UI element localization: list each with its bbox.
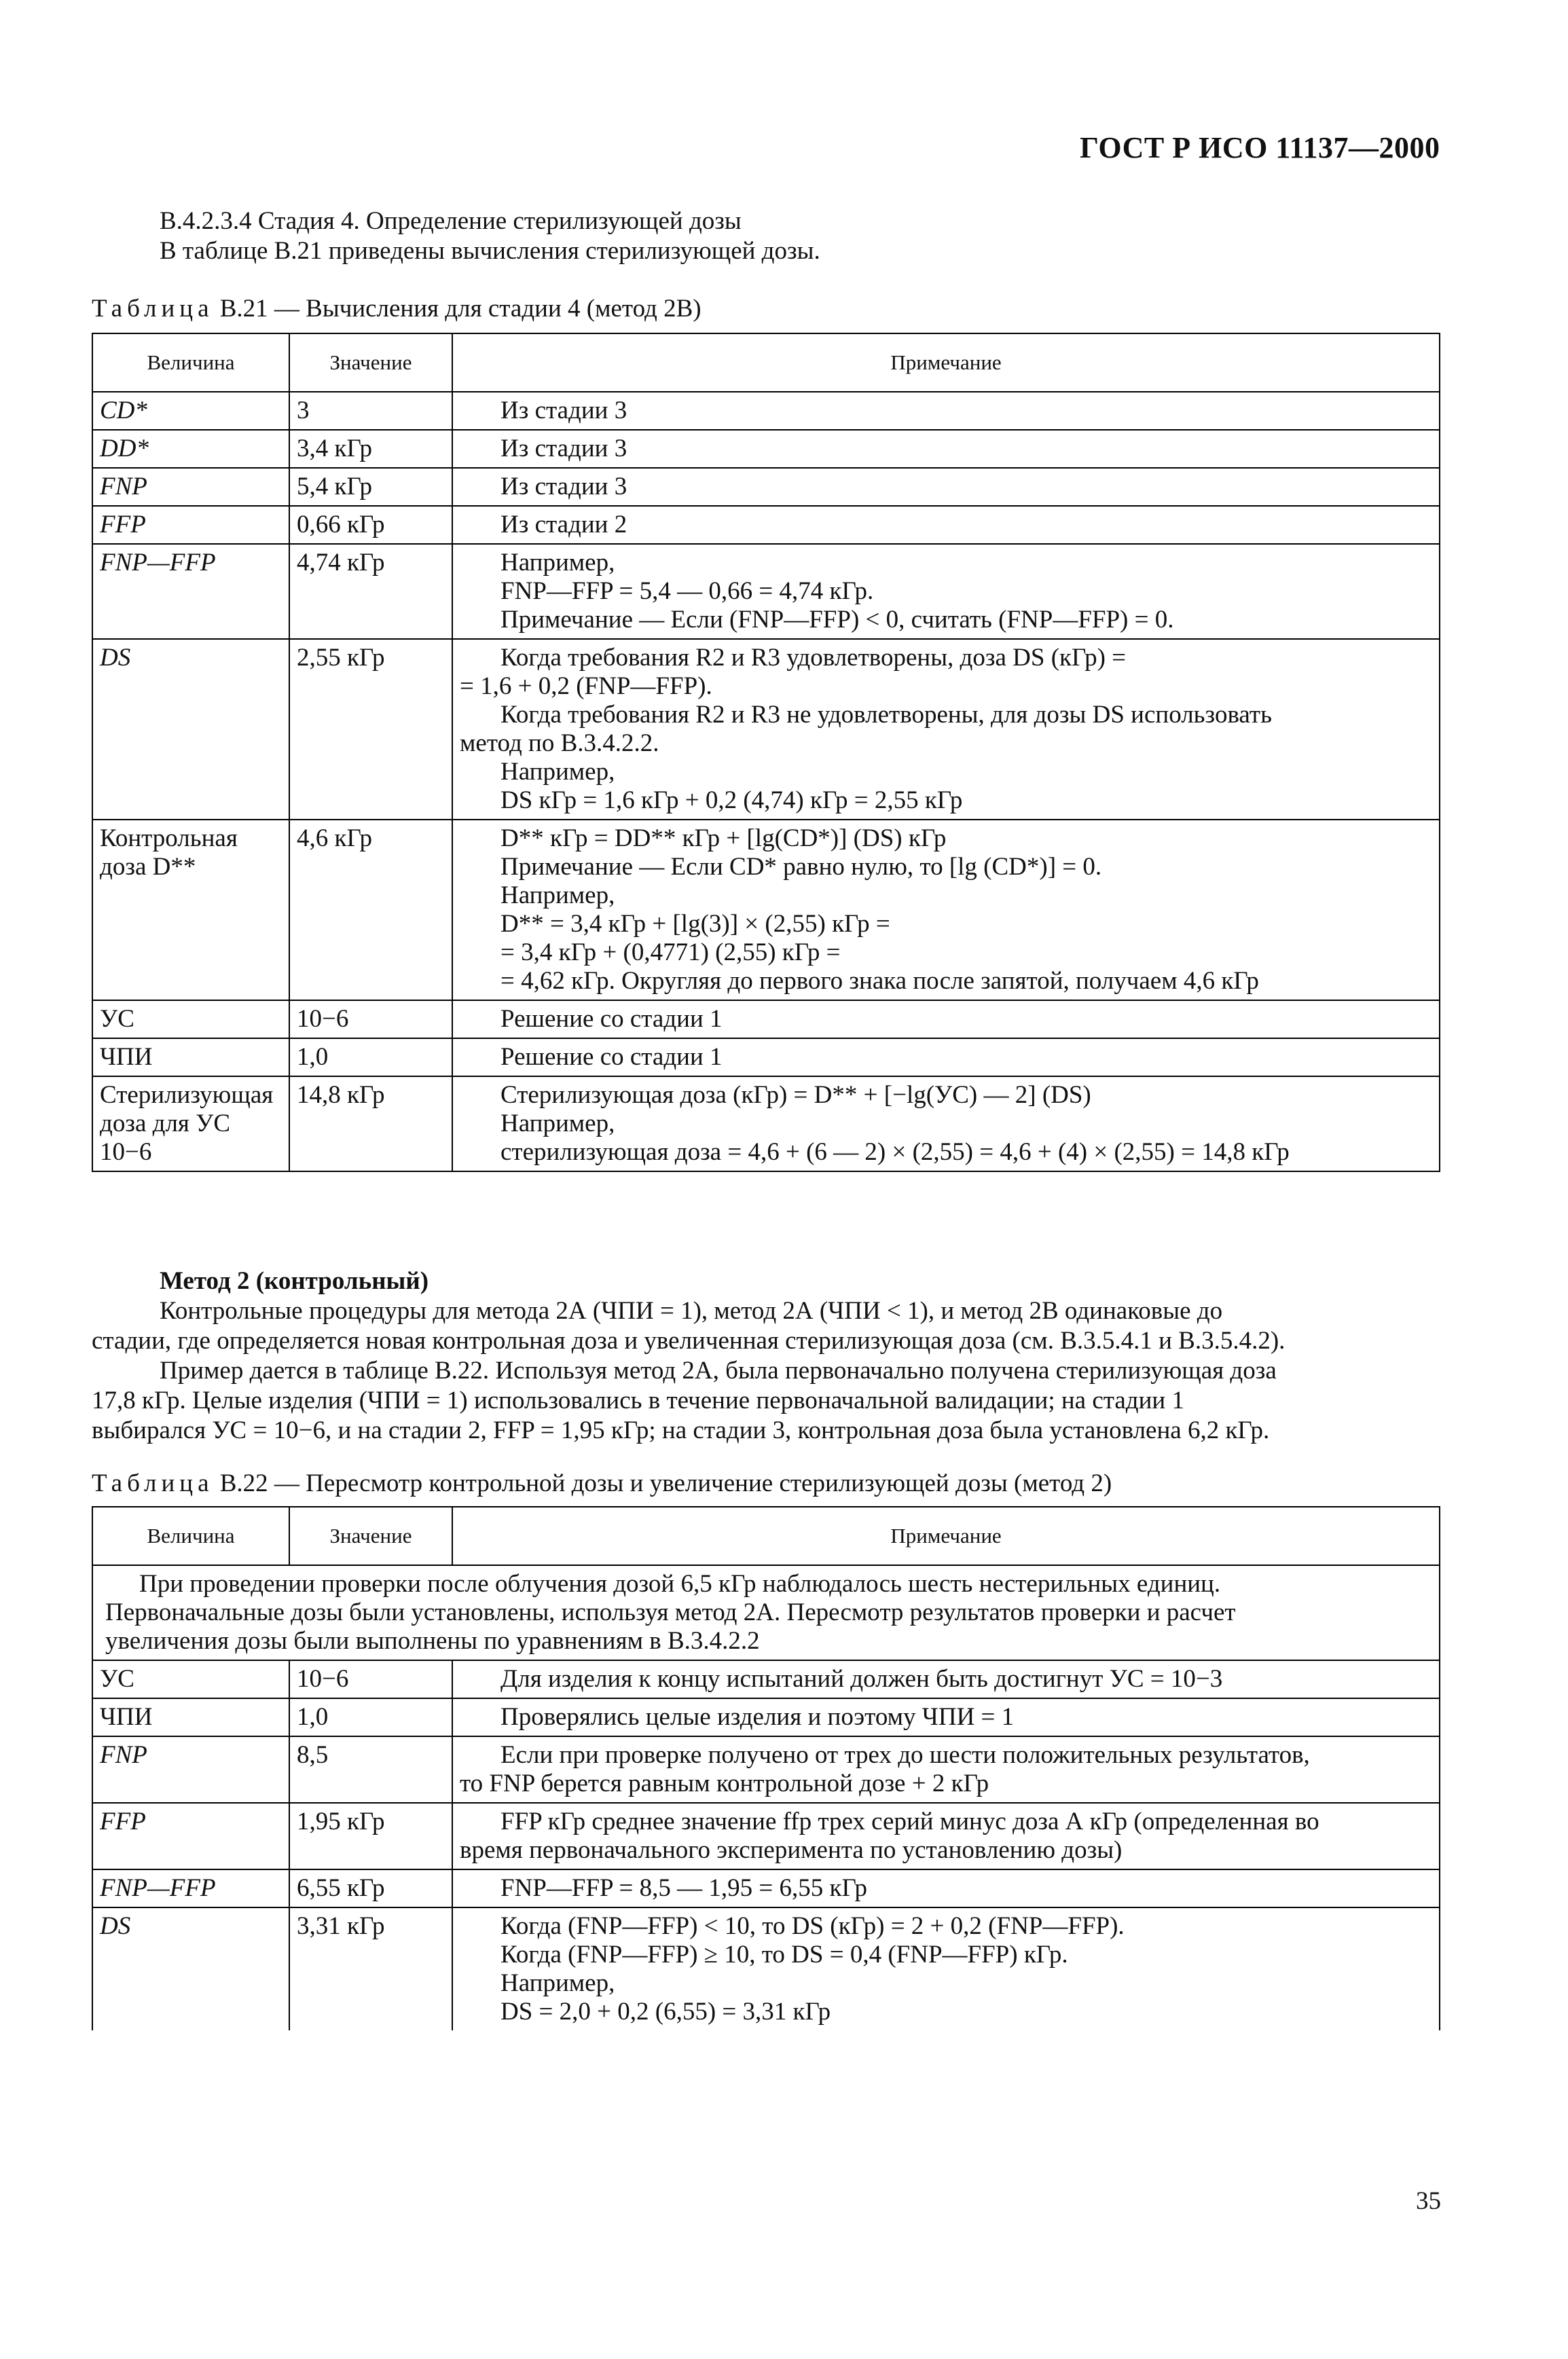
caption-prefix: Таблица bbox=[92, 1469, 214, 1497]
note-cell: D** кГр = DD** кГр + [lg(CD*)] (DS) кГр Примечание — Если CD* равно нулю, то [lg (CD*)] = 0. Например, D** = 3,4 кГр + [lg(3)] × (2,55) кГр = = 3,4 кГр + (0,4771) (2,55) кГр = = 4,62 кГр. Округляя до первого знака после запятой, получаем 4,6 кГр bbox=[452, 820, 1440, 1000]
header-value: Значение bbox=[289, 333, 452, 392]
note-cell: Из стадии 2 bbox=[452, 506, 1440, 544]
table-row bbox=[92, 1076, 1440, 1171]
quantity-cell: УС bbox=[92, 1000, 289, 1038]
table-row bbox=[92, 430, 1440, 468]
value-cell: 10−6 bbox=[289, 1000, 452, 1038]
intro-paragraph: В таблице В.21 приведены вычисления стерилизующей дозы. bbox=[160, 237, 820, 265]
value-cell: 1,0 bbox=[289, 1038, 452, 1076]
value-cell: 5,4 кГр bbox=[289, 468, 452, 506]
quantity-cell: ЧПИ bbox=[92, 1038, 289, 1076]
note-cell: Решение со стадии 1 bbox=[452, 1000, 1440, 1038]
table-row bbox=[92, 1907, 1440, 2030]
note-cell: Когда (FNP—FFP) < 10, то DS (кГр) = 2 + 0,2 (FNP—FFP). Когда (FNP—FFP) ≥ 10, то DS = 0,4 (FNP—FFP) кГр. Например, DS = 2,0 + 0,2 (6,55) = 3,31 кГр bbox=[452, 1907, 1440, 2030]
note-cell: FNP—FFP = 8,5 — 1,95 = 6,55 кГр bbox=[452, 1869, 1440, 1907]
document-header: ГОСТ Р ИСО 11137—2000 bbox=[1080, 131, 1440, 164]
table-row bbox=[92, 639, 1440, 820]
table-row bbox=[92, 1000, 1440, 1038]
value-cell: 2,55 кГр bbox=[289, 639, 452, 820]
quantity-cell: DD* bbox=[92, 430, 289, 468]
quantity-cell: FNP—FFP bbox=[92, 544, 289, 639]
quantity-cell: Стерилизующая доза для УС 10−6 bbox=[92, 1076, 289, 1171]
value-cell: 14,8 кГр bbox=[289, 1076, 452, 1171]
header-value: Значение bbox=[289, 1507, 452, 1565]
table-b22 bbox=[92, 1506, 1440, 2030]
value-cell: 1,0 bbox=[289, 1698, 452, 1736]
note-cell: Проверялись целые изделия и поэтому ЧПИ = 1 bbox=[452, 1698, 1440, 1736]
caption-text: В.21 — Вычисления для стадии 4 (метод 2В) bbox=[219, 295, 701, 323]
method2-title: Метод 2 (контрольный) bbox=[160, 1267, 429, 1295]
value-cell: 1,95 кГр bbox=[289, 1803, 452, 1869]
table-row bbox=[92, 1038, 1440, 1076]
value-cell: 0,66 кГр bbox=[289, 506, 452, 544]
quantity-cell: ЧПИ bbox=[92, 1698, 289, 1736]
table-row bbox=[92, 544, 1440, 639]
caption-prefix: Таблица bbox=[92, 295, 214, 323]
note-cell: Из стадии 3 bbox=[452, 392, 1440, 430]
table-row bbox=[92, 1698, 1440, 1736]
table-row bbox=[92, 1869, 1440, 1907]
value-cell: 3 bbox=[289, 392, 452, 430]
span-cell: При проведении проверки после облучения дозой 6,5 кГр наблюдалось шесть нестерильных единиц. Первоначальные дозы были установлены, используя метод 2А. Пересмотр результатов проверки и расчет увеличения дозы были выполнены по уравнениям в В.3.4.2.2 bbox=[92, 1565, 1440, 1660]
table-b22-caption bbox=[92, 1469, 1112, 1498]
quantity-cell: FFP bbox=[92, 506, 289, 544]
header-note: Примечание bbox=[452, 1507, 1440, 1565]
header-quantity: Величина bbox=[92, 333, 289, 392]
note-cell: Если при проверке получено от трех до шести положительных результатов, то FNP берется равным контрольной дозе + 2 кГр bbox=[452, 1736, 1440, 1803]
quantity-cell: FNP—FFP bbox=[92, 1869, 289, 1907]
method2-paragraph-2b: 17,8 кГр. Целые изделия (ЧПИ = 1) использовались в течение первоначальной валидации; на стадии 1 bbox=[92, 1387, 1184, 1414]
value-cell: 4,6 кГр bbox=[289, 820, 452, 1000]
table-row bbox=[92, 820, 1440, 1000]
table-header-row bbox=[92, 1507, 1440, 1565]
header-quantity: Величина bbox=[92, 1507, 289, 1565]
note-cell: Например, FNP—FFP = 5,4 — 0,66 = 4,74 кГр. Примечание — Если (FNP—FFP) < 0, считать (FNP—FFP) = 0. bbox=[452, 544, 1440, 639]
note-cell: Из стадии 3 bbox=[452, 430, 1440, 468]
caption-text: В.22 — Пересмотр контрольной дозы и увеличение стерилизующей дозы (метод 2) bbox=[219, 1469, 1112, 1497]
note-cell: Из стадии 3 bbox=[452, 468, 1440, 506]
note-cell: Для изделия к концу испытаний должен быть достигнут УС = 10−3 bbox=[452, 1660, 1440, 1698]
quantity-cell: УС bbox=[92, 1660, 289, 1698]
table-row bbox=[92, 506, 1440, 544]
table-row bbox=[92, 468, 1440, 506]
quantity-cell: FNP bbox=[92, 468, 289, 506]
table-b21-caption bbox=[92, 294, 701, 323]
quantity-cell: DS bbox=[92, 639, 289, 820]
table-row bbox=[92, 1660, 1440, 1698]
note-cell: FFP кГр среднее значение ffp трех серий минус доза А кГр (определенная во время первоначального эксперимента по установлению дозы) bbox=[452, 1803, 1440, 1869]
quantity-cell: CD* bbox=[92, 392, 289, 430]
note-cell: Решение со стадии 1 bbox=[452, 1038, 1440, 1076]
value-cell: 10−6 bbox=[289, 1660, 452, 1698]
note-cell: Когда требования R2 и R3 удовлетворены, доза DS (кГр) = = 1,6 + 0,2 (FNP—FFP). Когда требования R2 и R3 не удовлетворены, для дозы DS использовать метод по В.3.4.2.2. Например, DS кГр = 1,6 кГр + 0,2 (4,74) кГр = 2,55 кГр bbox=[452, 639, 1440, 820]
quantity-cell: Контрольная доза D** bbox=[92, 820, 289, 1000]
quantity-cell: FFP bbox=[92, 1803, 289, 1869]
value-cell: 3,31 кГр bbox=[289, 1907, 452, 2030]
table-b21 bbox=[92, 333, 1440, 1172]
table-row bbox=[92, 1803, 1440, 1869]
table-row bbox=[92, 392, 1440, 430]
quantity-cell: DS bbox=[92, 1907, 289, 2030]
value-cell: 8,5 bbox=[289, 1736, 452, 1803]
note-cell: Стерилизующая доза (кГр) = D** + [−lg(УС) — 2] (DS) Например, стерилизующая доза = 4,6 + (6 — 2) × (2,55) = 4,6 + (4) × (2,55) = 14,8 кГр bbox=[452, 1076, 1440, 1171]
table-row bbox=[92, 1736, 1440, 1803]
method2-paragraph-2a: Пример дается в таблице В.22. Используя метод 2А, была первоначально получена стерилизующая доза bbox=[160, 1357, 1277, 1385]
value-cell: 4,74 кГр bbox=[289, 544, 452, 639]
method2-paragraph-1a: Контрольные процедуры для метода 2А (ЧПИ = 1), метод 2А (ЧПИ < 1), и метод 2В одинаковые до bbox=[160, 1297, 1223, 1325]
value-cell: 6,55 кГр bbox=[289, 1869, 452, 1907]
table-header-row bbox=[92, 333, 1440, 392]
page-number: 35 bbox=[1416, 2187, 1441, 2215]
header-note: Примечание bbox=[452, 333, 1440, 392]
value-cell: 3,4 кГр bbox=[289, 430, 452, 468]
section-heading: В.4.2.3.4 Стадия 4. Определение стерилизующей дозы bbox=[160, 207, 742, 235]
method2-paragraph-1b: стадии, где определяется новая контрольная доза и увеличенная стерилизующая доза (см. В.3.5.4.1 и В.3.5.4.2). bbox=[92, 1327, 1286, 1355]
method2-paragraph-2c: выбирался УС = 10−6, и на стадии 2, FFP = 1,95 кГр; на стадии 3, контрольная доза была установлена 6,2 кГр. bbox=[92, 1416, 1270, 1444]
quantity-cell: FNP bbox=[92, 1736, 289, 1803]
table-span-row bbox=[92, 1565, 1440, 1660]
